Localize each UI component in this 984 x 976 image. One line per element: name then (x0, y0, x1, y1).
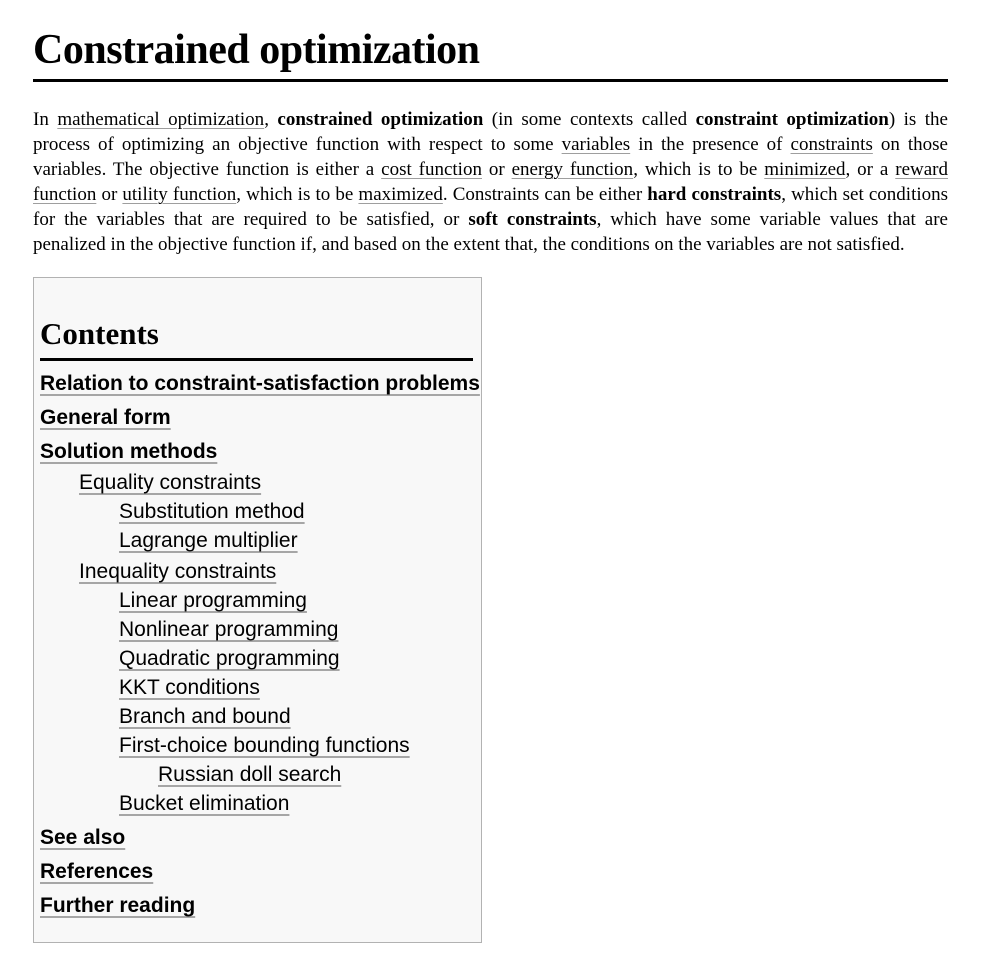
toc-link[interactable]: Nonlinear programming (119, 618, 339, 642)
intro-text: or (481, 159, 512, 181)
intro-text: In (33, 109, 58, 131)
intro-text: , (264, 109, 278, 131)
toc-item (40, 827, 473, 849)
toc-link[interactable]: Bucket elimination (119, 792, 290, 816)
toc-link[interactable]: First-choice bounding functions (119, 734, 410, 758)
intro-text: , which have some variable values that are penalized in the objective function if, and based on the extent that, the conditions on the variables are not satisfied. (33, 209, 948, 256)
toc-link[interactable]: See also (40, 826, 126, 850)
intro-bold-term: hard constraints (647, 184, 782, 206)
intro-link[interactable]: mathematical optimization (57, 109, 265, 131)
intro-link[interactable]: cost function (381, 159, 482, 181)
intro-link[interactable]: reward function (33, 159, 948, 206)
intro-text: . Constraints can be either (442, 184, 648, 206)
toc-item (158, 764, 473, 786)
toc-link[interactable]: Substitution method (119, 500, 305, 524)
intro-bold-term: constraint optimization (695, 109, 889, 131)
toc-link[interactable]: Russian doll search (158, 763, 342, 787)
toc-item (119, 648, 473, 670)
toc-link[interactable]: KKT conditions (119, 676, 260, 700)
intro-link[interactable]: maximized (358, 184, 443, 206)
toc-link[interactable]: Equality constraints (79, 471, 262, 495)
intro-link[interactable]: utility function (122, 184, 237, 206)
toc-link[interactable]: Lagrange multiplier (119, 529, 298, 553)
toc-link[interactable]: Inequality constraints (79, 560, 277, 584)
toc-item (79, 472, 473, 494)
intro-bold-term: constrained optimization (277, 109, 484, 131)
toc-item (40, 861, 473, 883)
intro-link[interactable]: variables (561, 134, 631, 156)
page-title: Constrained optimization (33, 28, 948, 82)
intro-text: or (96, 184, 123, 206)
toc-link[interactable]: Quadratic programming (119, 647, 340, 671)
toc-link[interactable]: References (40, 860, 154, 884)
toc-item (119, 619, 473, 641)
intro-text: , which is to be (236, 184, 359, 206)
intro-text: (in some contexts called (483, 109, 696, 131)
intro-text: on those variables. The objective function is either a (33, 134, 948, 181)
toc-item (79, 561, 473, 583)
toc-item (119, 501, 473, 523)
intro-link[interactable]: energy function (511, 159, 634, 181)
toc-item (119, 706, 473, 728)
intro-bold-term: soft constraints (468, 209, 597, 231)
toc-link[interactable]: Linear programming (119, 589, 307, 613)
toc-item (40, 372, 480, 396)
intro-text: , which set conditions for the variables that are required to be satisfied, or (33, 184, 949, 231)
toc-link[interactable]: Branch and bound (119, 705, 291, 729)
toc-item (119, 590, 473, 612)
toc-heading: Contents (40, 316, 473, 361)
toc-link[interactable]: General form (40, 406, 171, 430)
intro-link[interactable]: constraints (790, 134, 873, 156)
intro-paragraph (33, 107, 948, 257)
toc-link[interactable]: Further reading (40, 894, 196, 918)
intro-text: , or a (845, 159, 896, 181)
toc-item (119, 793, 473, 815)
toc-item (40, 441, 473, 463)
toc-link[interactable]: Solution methods (40, 440, 218, 464)
toc-item (119, 735, 473, 757)
toc-item (40, 895, 473, 917)
toc-item (40, 407, 473, 429)
intro-text: , which is to be (633, 159, 765, 181)
table-of-contents (33, 277, 482, 943)
intro-text: in the presence of (630, 134, 791, 156)
toc-link[interactable]: Relation to constraint-satisfaction problems (40, 372, 480, 396)
intro-link[interactable]: minimized (764, 159, 846, 181)
toc-item (119, 677, 473, 699)
intro-text: ) is the process of optimizing an objective function with respect to some (33, 109, 948, 156)
toc-list (40, 372, 480, 918)
toc-item (119, 530, 473, 552)
